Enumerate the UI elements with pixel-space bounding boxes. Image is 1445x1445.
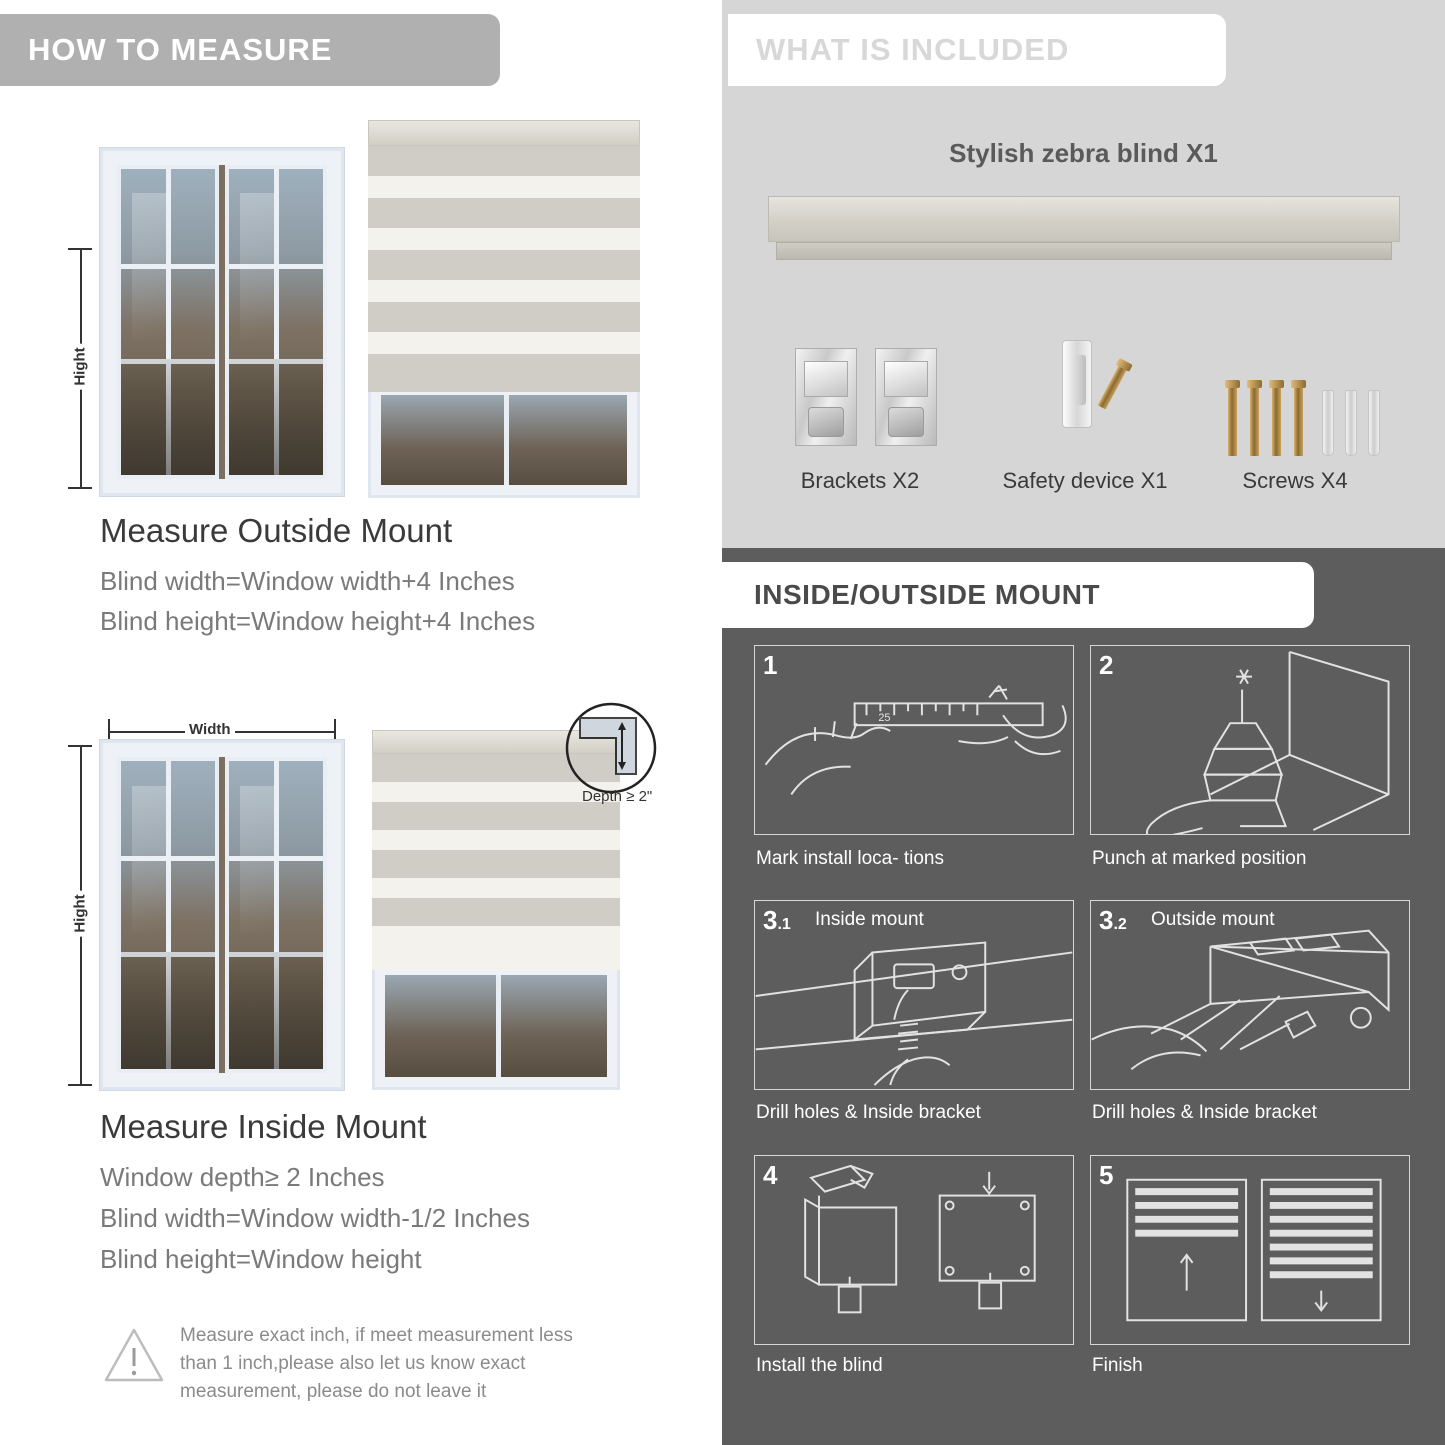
screws-label: Screws X4: [1242, 468, 1348, 493]
blind-outside-mount-illustration: [368, 120, 640, 498]
tick: [68, 487, 92, 489]
finished-blind-icon: [1091, 1156, 1409, 1344]
step-3-1-inline-label: Inside mount: [815, 909, 924, 930]
mullion-grid: [121, 761, 215, 1069]
depth-label: Depth ≥ 2": [582, 788, 653, 805]
outside-mount-diagram: [0, 100, 712, 500]
svg-text:25: 25: [878, 712, 891, 725]
window-glass: [117, 165, 327, 479]
tick: [68, 248, 92, 250]
note-line-1: Measure exact inch, if meet measurement less: [180, 1325, 573, 1346]
what-is-included-banner: WHAT IS INCLUDED: [728, 14, 1226, 86]
note-line-3: measurement, please do not leave it: [180, 1381, 487, 1402]
step-3-2-inline-label: Outside mount: [1151, 909, 1275, 930]
window-glass: [117, 757, 327, 1073]
screwdriver-icon: [1091, 901, 1409, 1089]
inside-mount-heading: Measure Inside Mount: [100, 1108, 427, 1145]
safety-device-label: Safety device X1: [1002, 468, 1168, 493]
step-2-number: 2: [1099, 650, 1114, 680]
window-behind-blind: [368, 382, 640, 498]
step-3-1-number: 3.1: [763, 905, 791, 935]
tick: [68, 1084, 92, 1086]
note-line-2: than 1 inch,please also let us know exact: [180, 1353, 526, 1374]
inside-mount-line-2: Blind width=Window width-1/2 Inches: [100, 1203, 530, 1233]
outside-mount-heading: Measure Outside Mount: [100, 512, 453, 549]
step-3-2-figure: [1090, 900, 1410, 1090]
step-4-number: 4: [763, 1160, 778, 1190]
step-2-caption: Punch at marked position: [1092, 848, 1307, 869]
step-4-figure: [754, 1155, 1074, 1345]
step-3-1-caption: Drill holes & Inside bracket: [756, 1102, 981, 1123]
mullion-grid: [229, 761, 323, 1069]
wall-anchor-icon: [1368, 390, 1380, 456]
included-product-title: Stylish zebra blind X1: [949, 138, 1218, 168]
blind-install-icon: [755, 1156, 1073, 1344]
zebra-blind-headrail-illustration: [768, 196, 1400, 262]
inside-width-label: Width: [185, 721, 235, 738]
window-pane: [225, 757, 327, 1073]
wall-anchor-icon: [1345, 390, 1357, 456]
step-1-caption: Mark install loca- tions: [756, 848, 944, 869]
step-5-caption: Finish: [1092, 1355, 1143, 1376]
outside-mount-line-2: Blind height=Window height+4 Inches: [100, 606, 536, 636]
window-pane: [225, 165, 327, 479]
drill-icon: [1091, 646, 1409, 834]
how-to-measure-banner: HOW TO MEASURE: [0, 14, 500, 86]
step-2-figure: [1090, 645, 1410, 835]
safety-device-icon: [1062, 340, 1092, 428]
step-3-1-figure: [754, 900, 1074, 1090]
step-3-2-number: 3.2: [1099, 905, 1127, 935]
warning-triangle-icon: [102, 1324, 166, 1386]
outside-height-label: Hight: [72, 343, 89, 389]
wall-anchor-icon: [1322, 390, 1334, 456]
blind-fabric: [368, 146, 640, 392]
screw-icon: [1272, 386, 1281, 456]
inside-mount-diagram: [0, 700, 712, 1100]
window-illustration: [100, 740, 344, 1090]
brackets-label: Brackets X2: [800, 468, 920, 493]
blind-headrail: [368, 120, 640, 146]
inside-height-label: Hight: [72, 890, 89, 936]
bracket-icon: [875, 348, 937, 446]
step-5-number: 5: [1099, 1160, 1114, 1190]
inside-mount-line-3: Blind height=Window height: [100, 1244, 422, 1274]
inside-outside-mount-banner: INSIDE/OUTSIDE MOUNT: [722, 562, 1314, 628]
mullion-grid: [121, 169, 215, 475]
window-pane: [117, 165, 219, 479]
outside-mount-line-1: Blind width=Window width+4 Inches: [100, 566, 515, 596]
bracket-icon: [795, 348, 857, 446]
step-1-number: 1: [763, 650, 778, 680]
inside-mount-line-1: Window depth≥ 2 Inches: [100, 1162, 385, 1192]
screw-icon: [1294, 386, 1303, 456]
window-illustration: [100, 148, 344, 496]
tick: [68, 745, 92, 747]
window-behind-blind: [372, 962, 620, 1090]
window-pane: [117, 757, 219, 1073]
bracket-install-icon: [755, 901, 1073, 1089]
screw-icon: [1250, 386, 1259, 456]
how-to-measure-panel: [0, 0, 712, 1445]
step-3-2-caption: Drill holes & Inside bracket: [1092, 1102, 1317, 1123]
mullion-grid: [229, 169, 323, 475]
step-4-caption: Install the blind: [756, 1355, 883, 1376]
tape-measure-icon: [755, 646, 1073, 834]
step-1-figure: [754, 645, 1074, 835]
step-5-figure: [1090, 1155, 1410, 1345]
screw-icon: [1228, 386, 1237, 456]
